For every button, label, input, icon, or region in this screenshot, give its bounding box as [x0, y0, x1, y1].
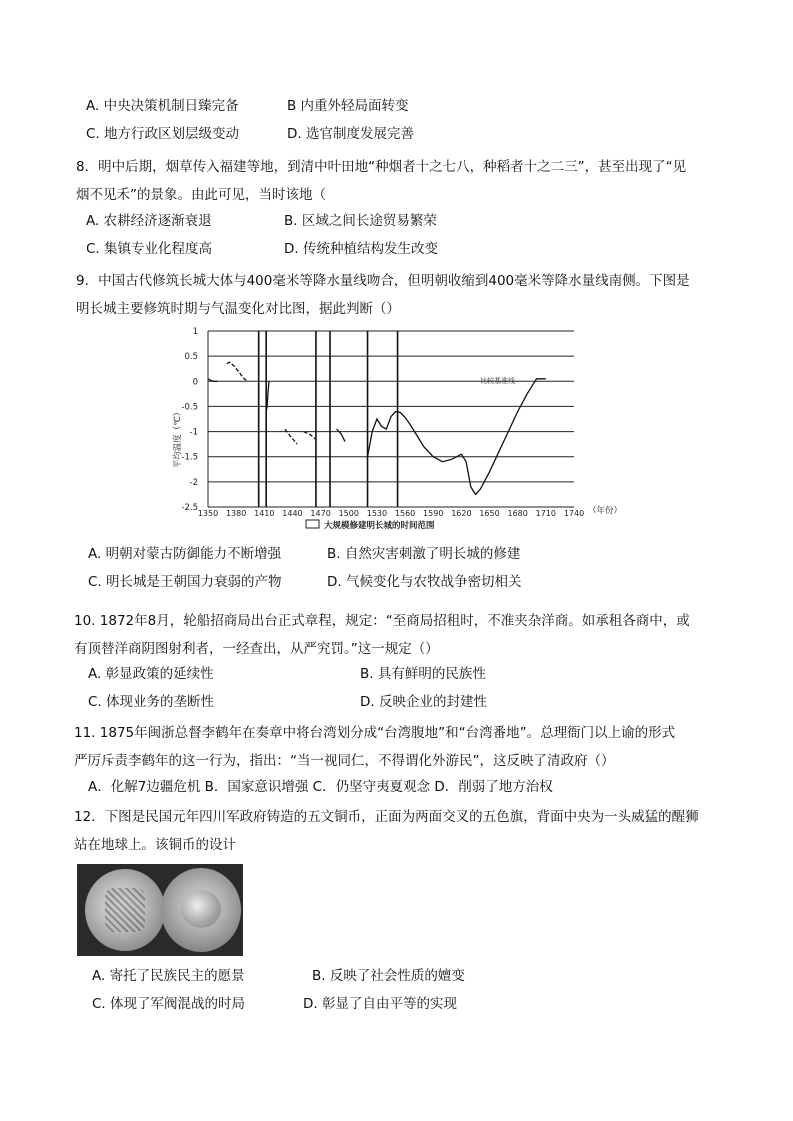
q10-stem-line1: 10. 1872年8月，轮船招商局出台正式章程，规定：“至商局招租时，不准夹杂洋商。如承租各商中，或 — [74, 613, 690, 629]
q9-option-d: D. 气候变化与农牧战争密切相关 — [327, 574, 522, 590]
y-tick-label-0: 1 — [192, 327, 198, 337]
q10-stem-line2: 有顶替洋商阴图射利者，一经查出，从严究罚。”这一规定（） — [74, 641, 439, 657]
y-axis-label: 平均温度（℃） — [173, 407, 183, 469]
chart-grid — [208, 331, 574, 507]
q8-stem-line1: 8．明中后期，烟草传入福建等地，到清中叶田地“种烟者十之七八，种稻者十之二三”，甚至出现了“见 — [76, 159, 687, 175]
q10-option-a: A. 彰显政策的延续性 — [88, 666, 214, 682]
q9-stem-line1: 9．中国古代修筑长城大体与400毫米等降水量线吻合，但明朝收缩到400毫米等降水量线南侧。下图是 — [76, 273, 690, 289]
legend-label: 大规模修建明长城的时间范围 — [324, 521, 435, 531]
x-tick-label-2: 1410 — [254, 509, 275, 518]
x-tick-label-5: 1500 — [338, 509, 359, 518]
q10-option-b: B. 具有鲜明的民族性 — [360, 666, 486, 682]
coin-reverse-lion-icon — [181, 890, 221, 928]
q11-options: A．化解7边疆危机 B．国家意识增强 C．仍坚守夷夏观念 D．削弱了地方治权 — [88, 779, 553, 795]
x-tick-label-3: 1440 — [282, 509, 303, 518]
q9-option-c: C. 明长城是王朝国力衰弱的产物 — [88, 574, 282, 590]
y-tick-label-3: -0.5 — [181, 402, 198, 413]
q12-option-a: A. 寄托了民族民主的愿景 — [92, 968, 245, 984]
coin-obverse-flags-icon — [105, 888, 145, 932]
q12-stem-line1: 12．下图是民国元年四川军政府铸造的五文铜币，正面为两面交叉的五色旗，背面中央为一头威猛的醒狮 — [74, 809, 699, 825]
x-tick-label-0: 1350 — [197, 509, 219, 518]
x-tick-label-1: 1380 — [225, 509, 247, 518]
q12-stem-line2: 站在地球上。该铜币的设计 — [74, 837, 236, 853]
temperature-chart — [170, 320, 630, 535]
x-tick-label-12: 1710 — [535, 509, 557, 518]
q8-option-b: B. 区域之间长途贸易繁荣 — [284, 213, 437, 229]
x-tick-label-4: 1470 — [310, 509, 331, 518]
temperature-series-6 — [368, 379, 546, 495]
q9-option-a: A. 明朝对蒙古防御能力不断增强 — [88, 546, 282, 562]
q9-option-b: B. 自然灾害刺激了明长城的修建 — [327, 546, 521, 562]
q7-option-b: B 内重外轻局面转变 — [287, 98, 409, 114]
q10-option-c: C. 体现业务的垄断性 — [88, 694, 215, 710]
x-tick-label-11: 1680 — [507, 509, 528, 518]
q12-option-c: C. 体现了军阀混战的时局 — [92, 996, 246, 1012]
q12-option-d: D. 彰显了自由平等的实现 — [303, 996, 457, 1012]
temperature-series-1 — [227, 362, 248, 381]
temperature-series-4 — [304, 432, 316, 440]
x-tick-label-9: 1620 — [451, 509, 472, 518]
copper-coin-photo — [77, 864, 243, 956]
y-tick-label-2: 0 — [192, 377, 198, 388]
q7-option-c: C. 地方行政区划层级变动 — [86, 126, 240, 142]
x-tick-label-7: 1560 — [394, 509, 416, 518]
q8-stem-line2: 烟不见禾”的景象。由此可见，当时该地（ — [76, 187, 326, 203]
q11-stem-line1: 11. 1875年闽浙总督李鹤年在奏章中将台湾划分成“台湾腹地”和“台湾番地”。总理衙门以上谕的形式 — [74, 725, 676, 741]
q10-option-d: D. 反映企业的封建性 — [360, 694, 487, 710]
q7-option-d: D. 选官制度发展完善 — [287, 126, 414, 142]
y-tick-label-4: -1 — [189, 427, 198, 438]
y-tick-label-6: -2 — [189, 477, 198, 488]
y-tick-label-7: -2.5 — [181, 503, 198, 513]
q11-stem-line2: 严厉斥责李鹤年的这一行为，指出：“当一视同仁，不得谓化外游民”，这反映了清政府（） — [74, 753, 615, 769]
q12-option-b: B. 反映了社会性质的嬗变 — [312, 968, 465, 984]
q8-option-c: C. 集镇专业化程度高 — [86, 241, 213, 257]
q9-stem-line2: 明长城主要修筑时期与气温变化对比图，据此判断（） — [76, 301, 400, 317]
x-tick-label-13: 1740 — [563, 509, 585, 518]
q8-option-a: A. 农耕经济逐渐衰退 — [86, 213, 212, 229]
temperature-series-5 — [337, 429, 345, 442]
x-tick-label-6: 1530 — [366, 509, 388, 518]
x-tick-label-10: 1650 — [479, 509, 500, 518]
q7-option-a: A. 中央决策机制日臻完备 — [86, 98, 239, 114]
legend-swatch — [306, 520, 319, 528]
x-axis-unit: （年份） — [588, 506, 623, 516]
y-tick-label-5: -1.5 — [181, 452, 198, 463]
x-tick-label-8: 1590 — [423, 509, 444, 518]
baseline-label: 比较基准线 — [480, 377, 515, 385]
q8-option-d: D. 传统种植结构发生改变 — [284, 241, 438, 257]
y-tick-label-1: 0.5 — [184, 352, 198, 363]
